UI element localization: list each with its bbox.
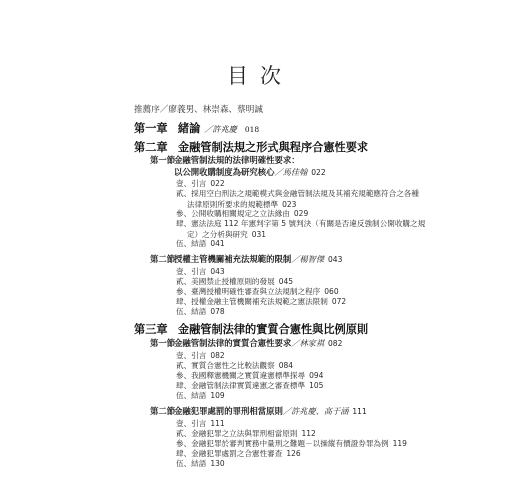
item-page: 111 bbox=[210, 419, 225, 428]
item-page: 045 bbox=[278, 277, 294, 286]
section-entry[interactable]: 第二節授權主管機關補充法規範的限制／楊智傑 043 bbox=[150, 254, 343, 264]
toc-item[interactable] bbox=[176, 188, 419, 210]
item-page: 105 bbox=[309, 381, 324, 390]
chapter-title: 金融管制法規之形式與程序合憲性要求 bbox=[177, 140, 369, 154]
section-entry[interactable]: 第二節金融犯罪處罰的罪刑相當原則／許兆慶、高于涵 111 bbox=[150, 406, 367, 416]
chapter-number: 第三章 bbox=[134, 322, 168, 336]
chapter-2-entry[interactable] bbox=[134, 139, 368, 155]
chapter-3-entry[interactable] bbox=[134, 321, 368, 337]
item-page: 126 bbox=[286, 449, 301, 458]
item-text: 貳、採用空白刑法之規範模式與金融管制法規及其補充規範應符合之各種 bbox=[176, 189, 419, 198]
toc-item[interactable] bbox=[176, 218, 425, 240]
preface-authors: ／廖義男、林崇森、蔡明誠 bbox=[159, 105, 263, 115]
item-page: 029 bbox=[293, 209, 309, 218]
item-page: 078 bbox=[210, 307, 225, 316]
preface-entry[interactable] bbox=[134, 103, 263, 115]
section-author: 楊智傑 bbox=[299, 254, 325, 264]
toc-item[interactable] bbox=[176, 390, 225, 401]
item-text-cont: 定）之分析與研究 bbox=[187, 230, 248, 239]
item-text: 肆、授權金融主管機關補充法規範之憲法限制 bbox=[176, 297, 328, 306]
section-number: 第二節 bbox=[150, 254, 176, 264]
section-subtitle: 以公開收購制度為研究核心 bbox=[174, 167, 275, 177]
item-text: 壹、引言 bbox=[176, 179, 207, 188]
section-title: 金融管制法規的法律明確性要求： bbox=[174, 155, 300, 165]
page-title: 目次 bbox=[227, 64, 293, 88]
item-text: 肆、金融管制法律實質違憲之審查標準 bbox=[176, 381, 306, 390]
item-page: 072 bbox=[331, 297, 347, 306]
item-page: 084 bbox=[278, 361, 294, 370]
section-entry[interactable]: 第一節金融管制法規的法律明確性要求： 以公開收購制度為研究核心／馬佳翰 022 bbox=[150, 155, 326, 177]
item-page: 031 bbox=[251, 230, 267, 239]
item-page: 043 bbox=[210, 267, 225, 276]
item-text: 伍、結語 bbox=[176, 391, 207, 400]
item-page: 130 bbox=[210, 459, 225, 468]
item-text: 參、金融犯罪於審判實務中量刑之難題－以操縱有價證券罪為例 bbox=[176, 439, 389, 448]
chapter-title: 緒論 bbox=[177, 121, 201, 135]
preface-label: 推薦序 bbox=[134, 105, 160, 115]
chapter-title: 金融管制法律的實質合憲性與比例原則 bbox=[177, 322, 369, 336]
item-page: 023 bbox=[282, 200, 297, 209]
item-text: 貳、實質合憲性之比較法觀察 bbox=[176, 361, 275, 370]
toc-item[interactable] bbox=[176, 238, 225, 249]
item-text: 貳、金融犯罪之立法與罪刑相當原則 bbox=[176, 429, 298, 438]
section-author: 許兆慶、高于涵 bbox=[291, 406, 349, 416]
item-page: 112 bbox=[301, 429, 316, 438]
section-author: 林家祺 bbox=[299, 338, 325, 348]
item-page: 082 bbox=[210, 351, 225, 360]
section-page: 082 bbox=[328, 339, 343, 348]
item-text: 肆、金融犯罪處罰之合憲性審查 bbox=[176, 449, 283, 458]
item-page: 060 bbox=[324, 287, 339, 296]
section-page: 111 bbox=[352, 407, 367, 416]
item-text: 參、公開收購相關規定之立法緣由 bbox=[176, 209, 290, 218]
chapter-number: 第一章 bbox=[134, 121, 168, 135]
item-text-cont: 法律原則所要求的規範標準 bbox=[187, 200, 279, 209]
item-page: 094 bbox=[309, 371, 324, 380]
item-text: 伍、結語 bbox=[176, 459, 207, 468]
chapter-author: 許兆慶 bbox=[212, 124, 237, 134]
section-title: 金融犯罪處罰的罪刑相當原則 bbox=[174, 406, 283, 416]
item-text: 伍、結語 bbox=[176, 239, 207, 248]
item-page: 022 bbox=[210, 179, 225, 188]
chapter-number: 第二章 bbox=[134, 140, 168, 154]
section-number: 第二節 bbox=[150, 406, 176, 416]
toc-item[interactable] bbox=[176, 458, 225, 469]
item-text: 參、臺灣授權明確性審查與立法規制之程序 bbox=[176, 287, 321, 296]
section-entry[interactable]: 第一節金融管制法律的實質合憲性要求／林家祺 082 bbox=[150, 338, 343, 348]
section-author: 馬佳翰 bbox=[282, 167, 308, 177]
item-page: 109 bbox=[210, 391, 225, 400]
chapter-page: 018 bbox=[244, 125, 260, 134]
item-text: 壹、引言 bbox=[176, 351, 207, 360]
section-title: 授權主管機關補充法規範的限制 bbox=[174, 254, 292, 264]
item-text: 參、我國釋憲機關之實質違憲標準探尋 bbox=[176, 371, 306, 380]
section-page: 043 bbox=[328, 255, 343, 264]
item-page: 119 bbox=[392, 439, 407, 448]
item-text: 貳、美國禁止授權原則的發展 bbox=[176, 277, 275, 286]
chapter-1-entry[interactable]: 第一章 緒論 ／許兆慶 018 bbox=[134, 121, 260, 135]
section-number: 第一節 bbox=[150, 155, 176, 165]
item-text: 伍、結語 bbox=[176, 307, 207, 316]
item-text: 肆、憲法法庭 112 年憲判字第 5 號判決（有關是否違反強制公開收購之規 bbox=[176, 219, 426, 228]
toc-item[interactable] bbox=[176, 306, 225, 317]
item-text: 壹、引言 bbox=[176, 419, 207, 428]
section-page: 022 bbox=[311, 168, 326, 177]
section-title: 金融管制法律的實質合憲性要求 bbox=[174, 338, 292, 348]
item-page: 041 bbox=[210, 239, 225, 248]
item-text: 壹、引言 bbox=[176, 267, 207, 276]
section-number: 第一節 bbox=[150, 338, 176, 348]
